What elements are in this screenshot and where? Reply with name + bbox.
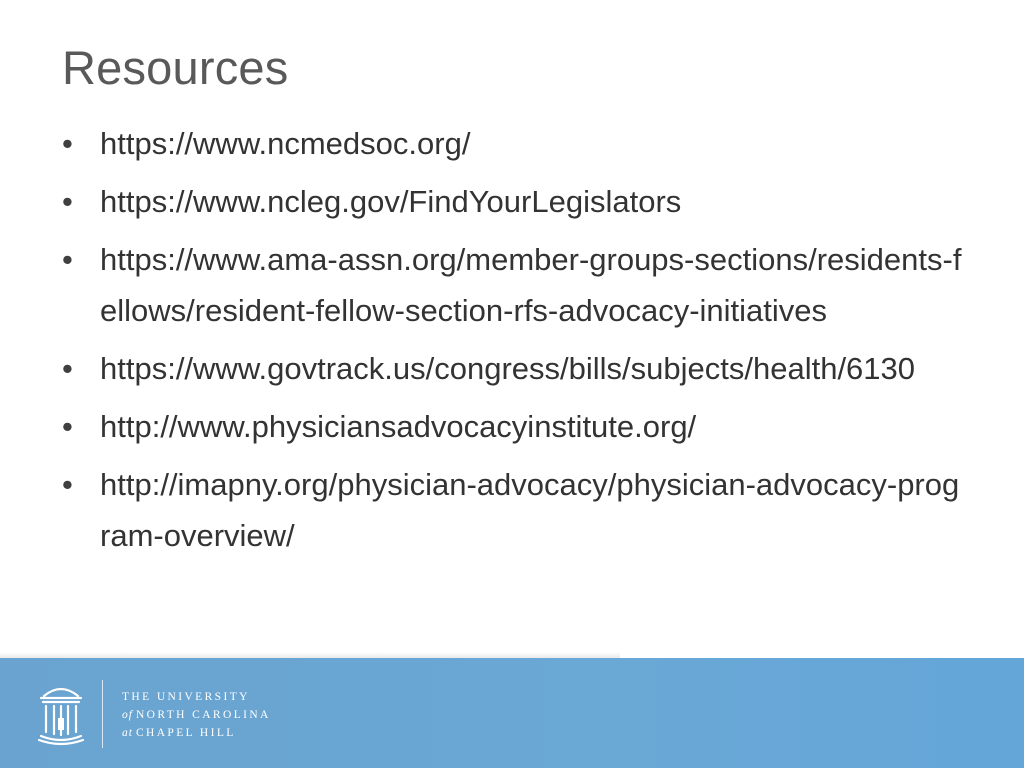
resource-link[interactable]: https://www.govtrack.us/congress/bills/subjects/health/6130 — [100, 351, 916, 386]
university-line-2-prefix: of — [122, 709, 133, 721]
list-item[interactable] — [60, 176, 965, 227]
university-line-3-text: CHAPEL HILL — [135, 727, 236, 739]
bullet-icon: • — [62, 242, 73, 277]
resource-list — [60, 118, 965, 568]
list-item[interactable] — [60, 401, 965, 452]
footer-divider — [102, 680, 103, 748]
university-line-1: THE UNIVERSITY — [122, 691, 250, 703]
resource-link[interactable]: http://imapny.org/physician-advocacy/physician-advocacy-program-overview/ — [100, 467, 960, 553]
bullet-icon: • — [62, 467, 73, 502]
resource-link[interactable]: https://www.ncmedsoc.org/ — [100, 126, 471, 161]
university-line-2-text: NORTH CAROLINA — [135, 709, 271, 721]
list-item[interactable] — [60, 234, 965, 336]
university-wordmark — [122, 688, 271, 742]
old-well-icon — [36, 682, 86, 746]
bullet-icon: • — [62, 351, 73, 386]
list-item[interactable] — [60, 459, 965, 561]
list-item[interactable] — [60, 343, 965, 394]
list-item[interactable] — [60, 118, 965, 169]
university-line-2 — [122, 706, 271, 724]
bullet-icon: • — [62, 409, 73, 444]
resource-link[interactable]: http://www.physiciansadvocacyinstitute.org/ — [100, 409, 697, 444]
resource-link[interactable]: https://www.ama-assn.org/member-groups-sections/residents-fellows/resident-fellow-section-rfs-advocacy-initiatives — [100, 242, 962, 328]
university-line-3-prefix: at — [122, 727, 133, 739]
slide-title: Resources — [62, 41, 289, 94]
resource-link[interactable]: https://www.ncleg.gov/FindYourLegislators — [100, 184, 682, 219]
bullet-icon: • — [62, 184, 73, 219]
university-line-3 — [122, 724, 271, 742]
bullet-icon: • — [62, 126, 73, 161]
